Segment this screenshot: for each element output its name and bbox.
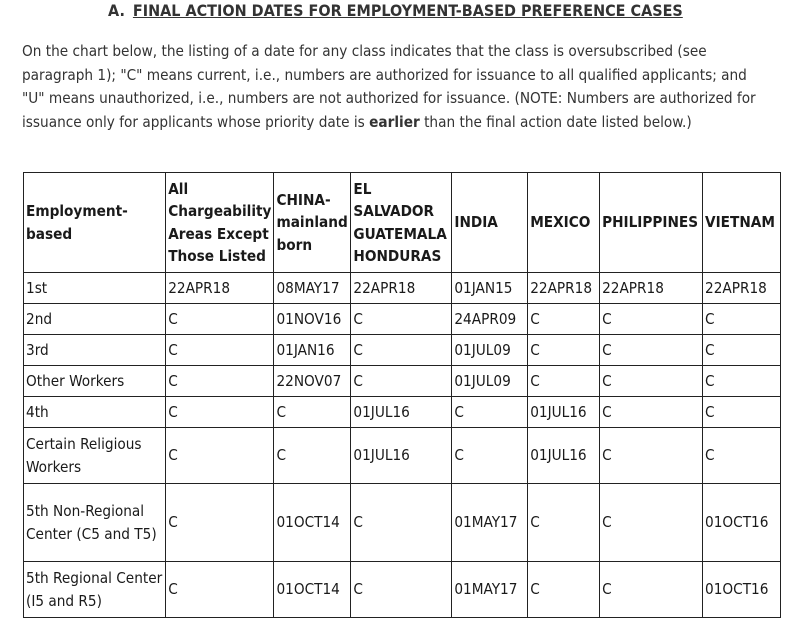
table-cell: C <box>452 428 528 484</box>
table-cell: 01JUL16 <box>351 397 452 428</box>
table-cell: 01MAY17 <box>452 562 528 618</box>
row-label: Other Workers <box>24 366 166 397</box>
table-cell: C <box>703 335 781 366</box>
row-label: 4th <box>24 397 166 428</box>
table-cell: 01OCT16 <box>703 562 781 618</box>
table-row <box>24 304 781 335</box>
row-label: 5th Regional Center (I5 and R5) <box>24 562 166 618</box>
final-action-dates-table <box>23 172 781 618</box>
column-header-philippines: PHILIPPINES <box>600 173 703 273</box>
table-row <box>24 397 781 428</box>
table-cell: 22APR18 <box>351 273 452 304</box>
table-cell: C <box>528 484 600 562</box>
table-cell: C <box>528 562 600 618</box>
row-label: 3rd <box>24 335 166 366</box>
table-cell: C <box>166 304 274 335</box>
column-header-el-salvador-guatemala-honduras: EL SALVADOR GUATEMALA HONDURAS <box>351 173 452 273</box>
table-cell: 22APR18 <box>600 273 703 304</box>
table-cell: C <box>600 428 703 484</box>
table-cell: 24APR09 <box>452 304 528 335</box>
column-header-vietnam: VIETNAM <box>703 173 781 273</box>
intro-text-end: than the final action date listed below.) <box>419 112 692 131</box>
row-label: Certain Religious Workers <box>24 428 166 484</box>
table-cell: C <box>703 304 781 335</box>
table-cell: C <box>166 484 274 562</box>
table-cell: 01JAN15 <box>452 273 528 304</box>
table-cell: 01JUL09 <box>452 366 528 397</box>
column-header-india: INDIA <box>452 173 528 273</box>
table-cell: C <box>600 562 703 618</box>
table-cell: C <box>166 335 274 366</box>
intro-paragraph <box>22 40 762 134</box>
table-cell: C <box>600 366 703 397</box>
table-cell: 22APR18 <box>166 273 274 304</box>
table-cell: C <box>166 428 274 484</box>
table-row <box>24 335 781 366</box>
table-cell: 01JAN16 <box>274 335 351 366</box>
row-label: 2nd <box>24 304 166 335</box>
table-cell: C <box>452 397 528 428</box>
table-cell: C <box>351 304 452 335</box>
column-header-china: CHINA-mainland born <box>274 173 351 273</box>
table-cell: C <box>351 366 452 397</box>
table-cell: C <box>351 335 452 366</box>
table-cell: C <box>703 366 781 397</box>
row-label: 5th Non-Regional Center (C5 and T5) <box>24 484 166 562</box>
table-cell: 01NOV16 <box>274 304 351 335</box>
table-cell: 22APR18 <box>528 273 600 304</box>
table-cell: 01JUL16 <box>528 428 600 484</box>
table-cell: 01JUL09 <box>452 335 528 366</box>
table-cell: C <box>166 562 274 618</box>
header-row <box>24 173 781 273</box>
section-heading <box>108 1 683 20</box>
table-body <box>24 273 781 618</box>
table-cell: 01JUL16 <box>528 397 600 428</box>
table-cell: C <box>528 304 600 335</box>
table-cell: C <box>600 304 703 335</box>
table-cell: 01OCT16 <box>703 484 781 562</box>
table-row <box>24 428 781 484</box>
table-cell: C <box>703 428 781 484</box>
table-cell: 01OCT14 <box>274 484 351 562</box>
intro-emphasis: earlier <box>369 112 420 131</box>
row-label: 1st <box>24 273 166 304</box>
table-cell: 01MAY17 <box>452 484 528 562</box>
column-header-mexico: MEXICO <box>528 173 600 273</box>
table-cell: C <box>600 335 703 366</box>
section-marker: A. <box>108 1 125 20</box>
table-cell: C <box>600 484 703 562</box>
section-title: FINAL ACTION DATES FOR EMPLOYMENT-BASED PREFERENCE CASES <box>132 1 683 20</box>
table-row <box>24 484 781 562</box>
intro-text: On the chart below, the listing of a date for any class indicates that the class is oversubscribed (see paragraph 1); "C" means current, i.e., numbers are authorized for issuance to all qualified applicants; and "U" means unauthorized, i.e., numbers are not authorized for issuance. (NOTE: Numbers are authorized for issuance only for applicants whose priority date is <box>22 42 756 131</box>
table-cell: 08MAY17 <box>274 273 351 304</box>
column-header-employment-based: Employment-based <box>24 173 166 273</box>
table-row <box>24 273 781 304</box>
table-cell: C <box>600 397 703 428</box>
table-cell: C <box>351 484 452 562</box>
table-cell: 01OCT14 <box>274 562 351 618</box>
table-cell: C <box>166 397 274 428</box>
table-row <box>24 562 781 618</box>
table-cell: 22NOV07 <box>274 366 351 397</box>
column-header-all-chargeability: All Chargeability Areas Except Those Listed <box>166 173 274 273</box>
table-cell: C <box>274 397 351 428</box>
table-cell: C <box>274 428 351 484</box>
table-cell: C <box>703 397 781 428</box>
table-cell: 22APR18 <box>703 273 781 304</box>
table-cell: 01JUL16 <box>351 428 452 484</box>
table-cell: C <box>351 562 452 618</box>
table-cell: C <box>166 366 274 397</box>
table-row <box>24 366 781 397</box>
table-cell: C <box>528 366 600 397</box>
table-cell: C <box>528 335 600 366</box>
